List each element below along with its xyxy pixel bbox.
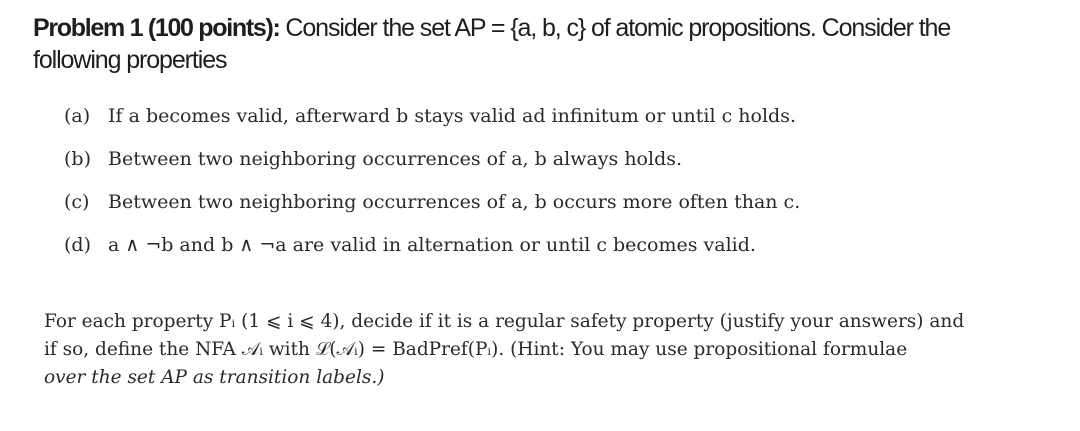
- property-label: (b): [64, 148, 91, 170]
- property-item-b: [64, 143, 1044, 186]
- property-text: Between two neighboring occurrences of a, b occurs more often than c.: [108, 191, 801, 213]
- problem-intro: Consider the set AP = {a, b, c} of atomic propositions. Consider the: [285, 14, 951, 42]
- property-label: (d): [64, 234, 91, 256]
- task-line-2: if so, define the NFA 𝒜ᵢ with ℒ(𝒜ᵢ) = BadPref(Pᵢ). (Hint: You may use propositional formulae: [44, 339, 908, 360]
- property-item-a: [64, 100, 1044, 143]
- problem-heading-line1: [33, 12, 1048, 44]
- problem-intro-line2: following properties: [33, 46, 227, 74]
- property-text: a ∧ ¬b and b ∧ ¬a are valid in alternation or until c becomes valid.: [108, 234, 756, 256]
- property-text: Between two neighboring occurrences of a, b always holds.: [108, 148, 683, 170]
- property-item-d: [64, 229, 1044, 272]
- task-line-3: over the set AP as transition labels.): [44, 367, 385, 388]
- property-text: If a becomes valid, afterward b stays valid ad infinitum or until c holds.: [108, 105, 796, 127]
- property-label: (a): [64, 105, 91, 127]
- property-label: (c): [64, 191, 90, 213]
- task-line-1: For each property Pᵢ (1 ⩽ i ⩽ 4), decide if it is a regular safety property (justify your answers) and: [44, 311, 965, 332]
- problem-heading: [33, 12, 1048, 76]
- property-list: [64, 100, 1044, 272]
- task-paragraph: [44, 308, 1060, 392]
- property-item-c: [64, 186, 1044, 229]
- problem-title: Problem 1 (100 points):: [33, 14, 280, 42]
